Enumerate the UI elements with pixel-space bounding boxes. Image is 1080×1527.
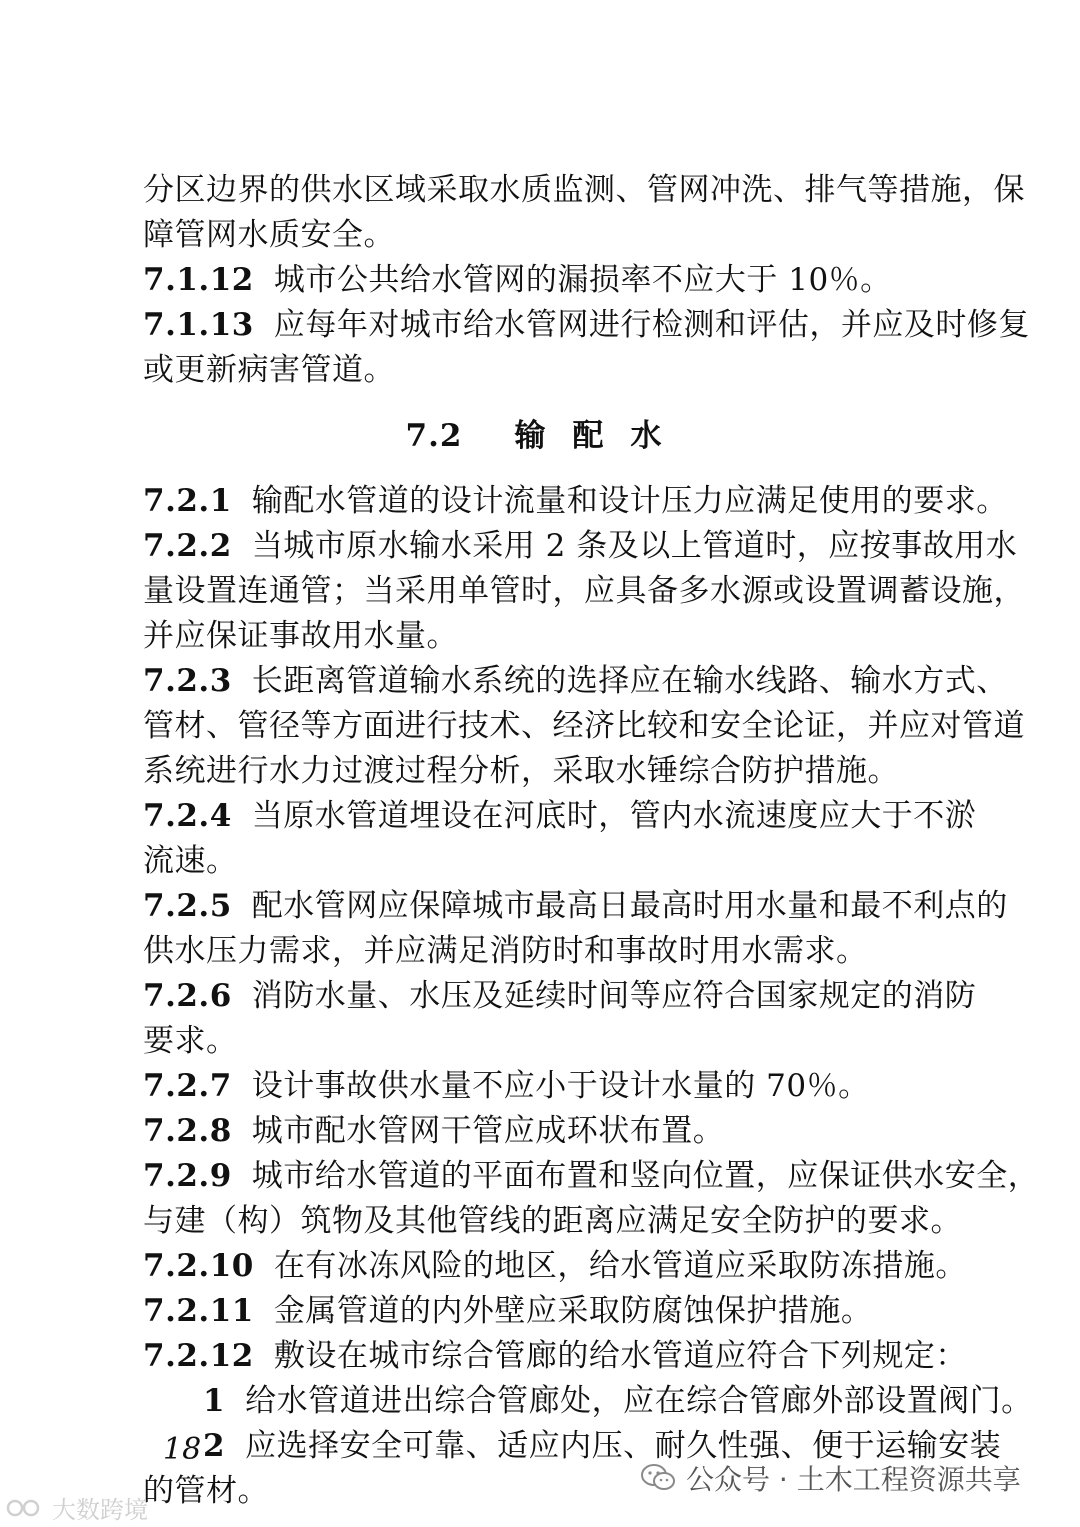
clause-text: 当原水管道埋设在河底时，管内水流速度应大于不淤: [251, 798, 977, 834]
clause-number: 7.2.9: [143, 1158, 232, 1194]
text-line: 或更新病害管道。: [143, 352, 395, 388]
text-line: 量设置连通管；当采用单管时，应具备多水源或设置调蓄设施，: [143, 573, 1025, 609]
paragraph-continuation: [143, 168, 1025, 258]
clause-7-2-10: [143, 1244, 967, 1289]
clause-text: 应每年对城市给水管网进行检测和评估，并应及时修复: [273, 307, 1030, 343]
clause-list: [143, 479, 1040, 1379]
text-line: [143, 1334, 967, 1379]
clause-text: 城市给水管道的平面布置和竖向位置，应保证供水安全，: [251, 1158, 1040, 1194]
clause-text: 输配水管道的设计流量和设计压力应满足使用的要求。: [251, 483, 1008, 519]
corner-logo: [6, 1490, 148, 1525]
sub-item-number: 1: [203, 1383, 226, 1419]
clause-number: 7.1.12: [143, 262, 254, 298]
wechat-icon: [640, 1463, 676, 1493]
clause-number: 7.1.13: [143, 307, 254, 343]
text-line: [143, 258, 925, 303]
clause-7-2-5: [143, 884, 1008, 974]
text-line: 分区边界的供水区域采取水质监测、管网冲洗、排气等措施，保: [143, 172, 1025, 208]
clause-text: 城市公共给水管网的漏损率不应大于 10％。: [273, 262, 892, 298]
text-line: 并应保证事故用水量。: [143, 618, 458, 654]
text-line: [143, 1379, 1033, 1424]
text-line: [143, 524, 1018, 569]
text-line: [143, 659, 1008, 704]
text-line: [143, 479, 1008, 524]
clause-number: 7.2.3: [143, 663, 232, 699]
clause-number: 7.2.6: [143, 978, 232, 1014]
text-line: 与建（构）筑物及其他管线的距离应满足安全防护的要求。: [143, 1203, 962, 1239]
section-number: 7.2: [405, 418, 463, 454]
clause-number: 7.2.8: [143, 1113, 232, 1149]
clause-text: 当城市原水输水采用 2 条及以上管道时，应按事故用水: [251, 528, 1018, 564]
logo-icon: [6, 1495, 46, 1521]
sub-item-text: 应选择安全可靠、适应内压、耐久性强、便于运输安装: [245, 1428, 1002, 1464]
text-line: 的管材。: [143, 1473, 269, 1509]
logo-text: 大数跨境: [52, 1496, 148, 1524]
text-line: [143, 1064, 925, 1109]
section-heading: [143, 393, 925, 479]
clause-text: 消防水量、水压及延续时间等应符合国家规定的消防: [251, 978, 977, 1014]
section-title-char: 配: [572, 418, 605, 454]
text-line: [143, 884, 1008, 929]
clause-number: 7.2.11: [143, 1293, 254, 1329]
page-content: [143, 168, 1040, 1514]
text-line: 管材、管径等方面进行技术、经济比较和安全论证，并应对管道: [143, 708, 1025, 744]
clause-number: 7.2.12: [143, 1338, 254, 1374]
text-line: [143, 1244, 967, 1289]
clause-number: 7.2.4: [143, 798, 232, 834]
clause-7-2-7: [143, 1064, 925, 1109]
clause-text: 城市配水管网干管应成环状布置。: [251, 1113, 725, 1149]
clause-number: 7.2.5: [143, 888, 232, 924]
text-line: [143, 1109, 925, 1154]
watermark-text: 公众号 · 土木工程资源共享: [686, 1463, 1021, 1496]
text-line: [143, 974, 977, 1019]
clause-7-2-3: [143, 659, 1025, 794]
sub-item-1: [143, 1379, 1033, 1424]
clause-7-2-9: [143, 1154, 1040, 1244]
text-line: 供水压力需求，并应满足消防时和事故时用水需求。: [143, 933, 868, 969]
clause-7-2-2: [143, 524, 1025, 659]
clause-7-1-12: [143, 258, 925, 303]
clause-text: 敷设在城市综合管廊的给水管道应符合下列规定：: [273, 1338, 967, 1374]
clause-7-2-4: [143, 794, 977, 884]
sub-item-number: 2: [203, 1428, 226, 1464]
wechat-watermark: [640, 1458, 1021, 1498]
clause-text: 设计事故供水量不应小于设计水量的 70％。: [251, 1068, 870, 1104]
clause-7-2-12: [143, 1334, 967, 1379]
text-line: 系统进行水力过渡过程分析，采取水锤综合防护措施。: [143, 753, 899, 789]
text-line: 障管网水质安全。: [143, 217, 395, 253]
text-line: [143, 1289, 925, 1334]
text-line: [143, 303, 1030, 348]
clause-number: 7.2.10: [143, 1248, 254, 1284]
clause-7-1-13: [143, 303, 1030, 393]
text-line: 要求。: [143, 1023, 238, 1059]
page-number: 18: [163, 1432, 202, 1467]
sub-item-text: 给水管道进出综合管廊处，应在综合管廊外部设置阀门。: [245, 1383, 1033, 1419]
clause-text: 配水管网应保障城市最高日最高时用水量和最不利点的: [251, 888, 1008, 924]
clause-7-2-11: [143, 1289, 925, 1334]
clause-7-2-8: [143, 1109, 925, 1154]
clause-text: 金属管道的内外壁应采取防腐蚀保护措施。: [273, 1293, 873, 1329]
clause-text: 长距离管道输水系统的选择应在输水线路、输水方式、: [251, 663, 1008, 699]
section-title-char: 输: [514, 418, 547, 454]
clause-text: 在有冰冻风险的地区，给水管道应采取防冻措施。: [273, 1248, 967, 1284]
clause-number: 7.2.2: [143, 528, 232, 564]
text-line: 流速。: [143, 843, 238, 879]
clause-number: 7.2.7: [143, 1068, 232, 1104]
text-line: [143, 794, 977, 839]
clause-number: 7.2.1: [143, 483, 232, 519]
clause-7-2-1: [143, 479, 1008, 524]
clause-7-2-6: [143, 974, 977, 1064]
section-title-char: 水: [630, 418, 663, 454]
text-line: [143, 1154, 1040, 1199]
